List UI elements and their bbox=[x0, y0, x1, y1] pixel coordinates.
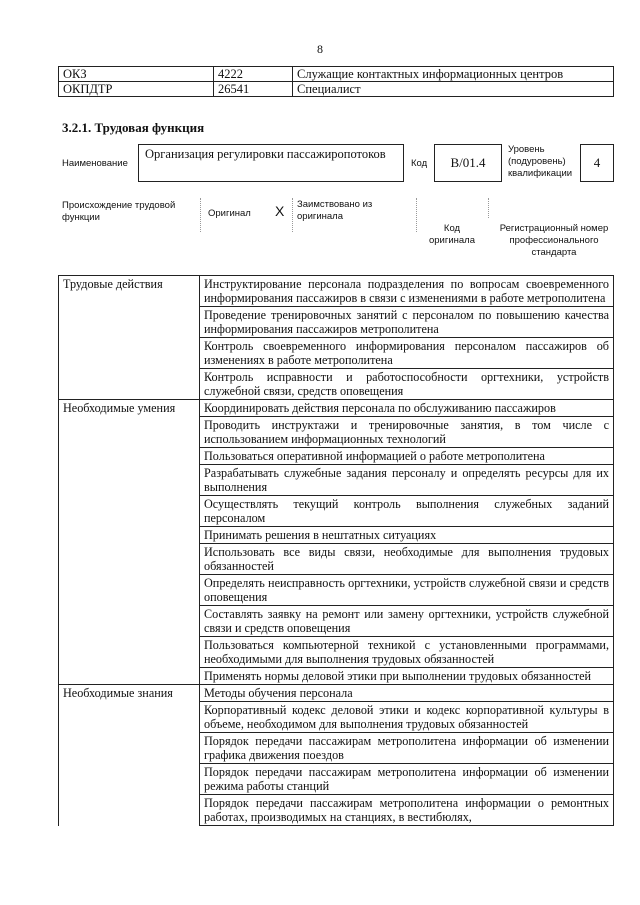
table-row bbox=[59, 276, 614, 307]
classifier-title: Специалист bbox=[293, 82, 614, 97]
section-title: 3.2.1. Трудовая функция bbox=[62, 120, 205, 135]
table-row bbox=[59, 496, 614, 527]
code-value: В/01.4 bbox=[434, 144, 502, 182]
item-cell: Корпоративный кодекс деловой этики и кодекс корпоративной культуры в объеме, необходимом для выполнения трудовых обязанностей bbox=[200, 702, 614, 733]
divider bbox=[200, 198, 201, 232]
page-number: 8 bbox=[317, 42, 323, 56]
item-cell: Применять нормы деловой этики при выполнении трудовых обязанностей bbox=[200, 668, 614, 685]
category-cell: Необходимые знания bbox=[59, 685, 200, 702]
item-cell: Проведение тренировочных занятий с персоналом по повышению качества информирования пассажиров метрополитена bbox=[200, 307, 614, 338]
item-cell: Использовать все виды связи, необходимые для выполнения трудовых обязанностей bbox=[200, 544, 614, 575]
item-cell: Пользоваться компьютерной техникой с установленными программами, необходимыми для выполнения трудовых обязанностей bbox=[200, 637, 614, 668]
table-row bbox=[59, 637, 614, 668]
table-row bbox=[59, 544, 614, 575]
item-cell: Порядок передачи пассажирам метрополитена информации о ремонтных работах, производимых на станциях, в вестибюлях, bbox=[200, 795, 614, 826]
table-row bbox=[59, 67, 614, 82]
original-mark: X bbox=[275, 203, 285, 219]
name-label: Наименование bbox=[62, 158, 128, 169]
table-row bbox=[59, 400, 614, 417]
classifier-codes-table bbox=[58, 66, 614, 97]
divider bbox=[488, 198, 489, 218]
item-cell: Определять неисправность оргтехники, устройств служебной связи и средств оповещения bbox=[200, 575, 614, 606]
table-row bbox=[59, 527, 614, 544]
classifier-code: 4222 bbox=[214, 67, 293, 82]
table-row bbox=[59, 606, 614, 637]
labor-function-table bbox=[58, 275, 614, 826]
item-cell: Контроль исправности и работоспособности оргтехники, устройств служебной связи, средств оповещения bbox=[200, 369, 614, 400]
table-row bbox=[59, 702, 614, 733]
code-label: Код bbox=[411, 158, 428, 169]
borrowed-label: Заимствовано из оригинала bbox=[297, 199, 373, 222]
item-cell: Разрабатывать служебные задания персоналу и определять ресурсы для их выполнения bbox=[200, 465, 614, 496]
table-row bbox=[59, 82, 614, 97]
origin-label: Происхождение трудовой функции bbox=[62, 200, 176, 223]
item-cell: Принимать решения в нештатных ситуациях bbox=[200, 527, 614, 544]
item-cell: Осуществлять текущий контроль выполнения служебных заданий персоналом bbox=[200, 496, 614, 527]
classifier-name: ОКЗ bbox=[59, 67, 214, 82]
table-row bbox=[59, 668, 614, 685]
table-row bbox=[59, 795, 614, 826]
item-cell: Пользоваться оперативной информацией о работе метрополитена bbox=[200, 448, 614, 465]
item-cell: Порядок передачи пассажирам метрополитена информации об изменении режима работы станций bbox=[200, 764, 614, 795]
divider bbox=[416, 198, 417, 232]
table-row bbox=[59, 369, 614, 400]
reg-number-label: Регистрационный номер профессионального стандарта bbox=[499, 223, 609, 258]
table-row bbox=[59, 685, 614, 702]
item-cell: Проводить инструктажи и тренировочные занятия, в том числе с использованием информационных технологий bbox=[200, 417, 614, 448]
category-cell: Необходимые умения bbox=[59, 400, 200, 417]
table-row bbox=[59, 764, 614, 795]
classifier-title: Служащие контактных информационных центров bbox=[293, 67, 614, 82]
item-cell: Координировать действия персонала по обслуживанию пассажиров bbox=[200, 400, 614, 417]
table-row bbox=[59, 448, 614, 465]
table-row bbox=[59, 417, 614, 448]
item-cell: Методы обучения персонала bbox=[200, 685, 614, 702]
level-value: 4 bbox=[580, 144, 614, 182]
original-label: Оригинал bbox=[208, 208, 251, 219]
table-row bbox=[59, 307, 614, 338]
table-row bbox=[59, 465, 614, 496]
name-value: Организация регулировки пассажиропотоков bbox=[138, 144, 404, 182]
orig-code-label: Код оригинала bbox=[428, 223, 475, 246]
classifier-name: ОКПДТР bbox=[59, 82, 214, 97]
item-cell: Контроль своевременного информирования персоналом пассажиров об изменениях в работе метрополитена bbox=[200, 338, 614, 369]
table-row bbox=[59, 733, 614, 764]
item-cell: Составлять заявку на ремонт или замену оргтехники, устройств служебной связи и средств оповещения bbox=[200, 606, 614, 637]
table-row bbox=[59, 338, 614, 369]
classifier-code: 26541 bbox=[214, 82, 293, 97]
table-row bbox=[59, 575, 614, 606]
item-cell: Инструктирование персонала подразделения по вопросам своевременного информирования пассажиров в связи с изменениями в работе метрополитена bbox=[200, 276, 614, 307]
level-label: Уровень (подуровень) квалификации bbox=[508, 144, 573, 179]
item-cell: Порядок передачи пассажирам метрополитена информации об изменении графика движения поездов bbox=[200, 733, 614, 764]
category-cell: Трудовые действия bbox=[59, 276, 200, 307]
divider bbox=[292, 198, 293, 232]
